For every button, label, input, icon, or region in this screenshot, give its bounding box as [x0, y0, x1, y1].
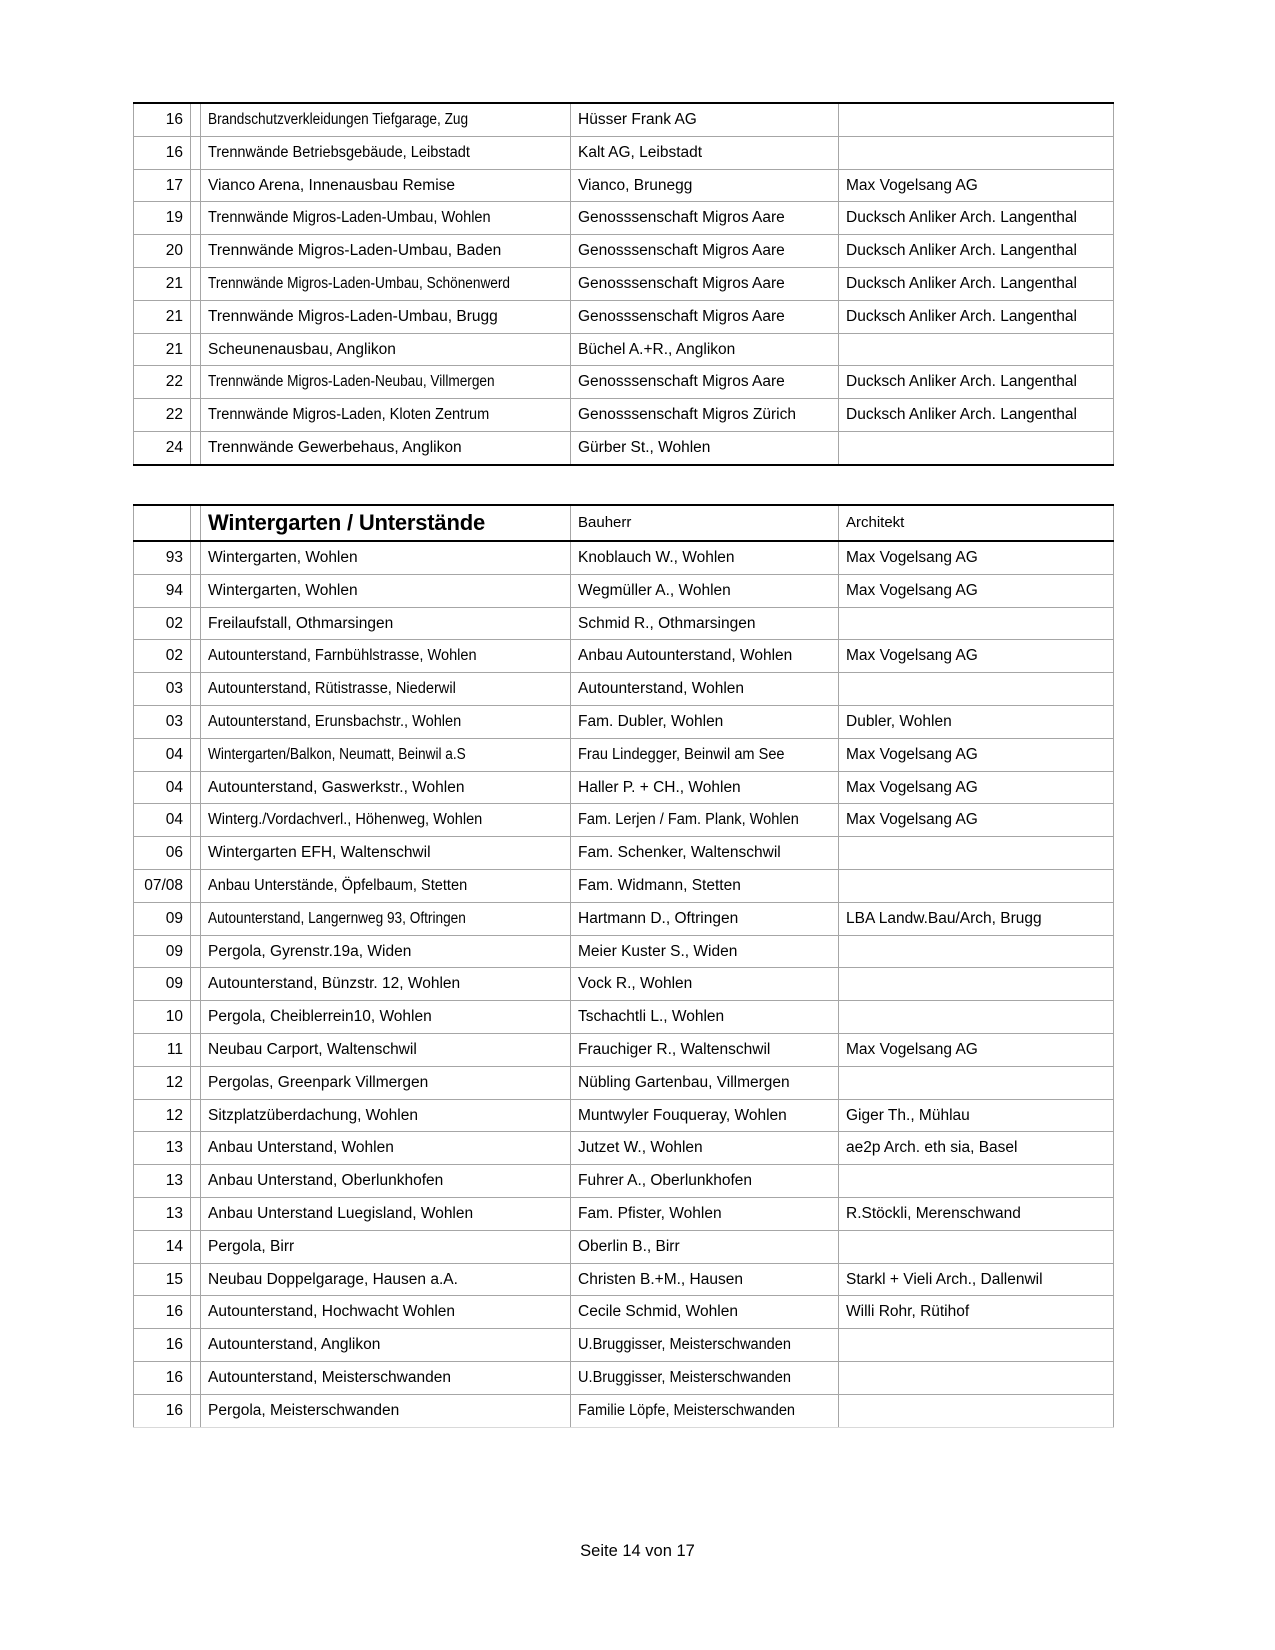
cell-year: 16 — [134, 1394, 191, 1427]
cell-description: Trennwände Migros-Laden-Umbau, Schönenwerd — [201, 267, 571, 300]
table-row — [134, 1099, 1114, 1132]
cell-architekt: Ducksch Anliker Arch. Langenthal — [839, 235, 1114, 268]
cell-bauherr: Fam. Widmann, Stetten — [571, 869, 839, 902]
cell-architekt — [839, 1165, 1114, 1198]
cell-description: Brandschutzverkleidungen Tiefgarage, Zug — [201, 103, 571, 136]
cell-architekt — [839, 136, 1114, 169]
cell-description: Trennwände Migros-Laden, Kloten Zentrum — [201, 399, 571, 432]
cell-spacer — [191, 1394, 201, 1427]
cell-spacer — [191, 1001, 201, 1034]
table-row — [134, 431, 1114, 464]
cell-description: Autounterstand, Anglikon — [201, 1329, 571, 1362]
cell-bauherr: Vock R., Wohlen — [571, 968, 839, 1001]
cell-year: 06 — [134, 837, 191, 870]
cell-architekt: Willi Rohr, Rütihof — [839, 1296, 1114, 1329]
table-row — [134, 235, 1114, 268]
table-row — [134, 1033, 1114, 1066]
cell-architekt — [839, 431, 1114, 464]
cell-bauherr: Meier Kuster S., Widen — [571, 935, 839, 968]
table-row — [134, 1329, 1114, 1362]
cell-description: Trennwände Betriebsgebäude, Leibstadt — [201, 136, 571, 169]
cell-year: 09 — [134, 935, 191, 968]
cell-description: Freilaufstall, Othmarsingen — [201, 607, 571, 640]
cell-bauherr: Kalt AG, Leibstadt — [571, 136, 839, 169]
table-row — [134, 607, 1114, 640]
table-row — [134, 771, 1114, 804]
cell-year: 12 — [134, 1066, 191, 1099]
cell-year: 16 — [134, 1329, 191, 1362]
cell-spacer — [191, 705, 201, 738]
cell-description: Neubau Doppelgarage, Hausen a.A. — [201, 1263, 571, 1296]
cell-description: Trennwände Migros-Laden-Umbau, Baden — [201, 235, 571, 268]
cell-bauherr: Fam. Pfister, Wohlen — [571, 1197, 839, 1230]
cell-year: 03 — [134, 673, 191, 706]
cell-year: 21 — [134, 267, 191, 300]
cell-bauherr: Vianco, Brunegg — [571, 169, 839, 202]
cell-description: Autounterstand, Meisterschwanden — [201, 1361, 571, 1394]
cell-architekt: R.Stöckli, Merenschwand — [839, 1197, 1114, 1230]
cell-year: 09 — [134, 902, 191, 935]
cell-spacer — [191, 1361, 201, 1394]
cell-year: 22 — [134, 399, 191, 432]
table-row — [134, 169, 1114, 202]
cell-architekt: Max Vogelsang AG — [839, 640, 1114, 673]
cell-spacer — [191, 673, 201, 706]
cell-year: 20 — [134, 235, 191, 268]
table-row — [134, 103, 1114, 136]
cell-year: 15 — [134, 1263, 191, 1296]
table-row — [134, 1132, 1114, 1165]
cell-description: Autounterstand, Hochwacht Wohlen — [201, 1296, 571, 1329]
cell-bauherr: Gürber St., Wohlen — [571, 431, 839, 464]
cell-description: Pergolas, Greenpark Villmergen — [201, 1066, 571, 1099]
cell-architekt: Ducksch Anliker Arch. Langenthal — [839, 267, 1114, 300]
cell-architekt — [839, 1230, 1114, 1263]
table-row — [134, 1197, 1114, 1230]
cell-year: 03 — [134, 705, 191, 738]
table-row — [134, 574, 1114, 607]
cell-architekt — [839, 333, 1114, 366]
cell-description: Trennwände Migros-Laden-Umbau, Brugg — [201, 300, 571, 333]
table-row — [134, 300, 1114, 333]
cell-bauherr: Familie Löpfe, Meisterschwanden — [571, 1394, 839, 1427]
cell-architekt — [839, 968, 1114, 1001]
cell-architekt: Dubler, Wohlen — [839, 705, 1114, 738]
cell-spacer — [191, 738, 201, 771]
cell-architekt — [839, 103, 1114, 136]
table-row — [134, 366, 1114, 399]
cell-bauherr: Frauchiger R., Waltenschwil — [571, 1033, 839, 1066]
column-header-architekt: Architekt — [839, 505, 1114, 541]
cell-description: Autounterstand, Farnbühlstrasse, Wohlen — [201, 640, 571, 673]
cell-spacer — [191, 399, 201, 432]
cell-architekt — [839, 837, 1114, 870]
cell-description: Anbau Unterstand, Wohlen — [201, 1132, 571, 1165]
cell-description: Vianco Arena, Innenausbau Remise — [201, 169, 571, 202]
cell-bauherr: U.Bruggisser, Meisterschwanden — [571, 1329, 839, 1362]
cell-year: 11 — [134, 1033, 191, 1066]
table-row — [134, 804, 1114, 837]
cell-architekt: Max Vogelsang AG — [839, 804, 1114, 837]
cell-bauherr: Autounterstand, Wohlen — [571, 673, 839, 706]
section-title: Wintergarten / Unterstände — [201, 505, 571, 541]
cell-architekt: Max Vogelsang AG — [839, 541, 1114, 574]
cell-description: Wintergarten, Wohlen — [201, 574, 571, 607]
cell-year: 04 — [134, 804, 191, 837]
cell-bauherr: Frau Lindegger, Beinwil am See — [571, 738, 839, 771]
cell-description: Neubau Carport, Waltenschwil — [201, 1033, 571, 1066]
cell-year: 02 — [134, 640, 191, 673]
cell-year: 17 — [134, 169, 191, 202]
cell-architekt — [839, 1329, 1114, 1362]
cell-bauherr: Genosssenschaft Migros Zürich — [571, 399, 839, 432]
cell-bauherr: Genosssenschaft Migros Aare — [571, 235, 839, 268]
cell-bauherr: Fam. Schenker, Waltenschwil — [571, 837, 839, 870]
cell-description: Trennwände Gewerbehaus, Anglikon — [201, 431, 571, 464]
cell-year: 16 — [134, 103, 191, 136]
cell-spacer — [191, 366, 201, 399]
reference-list-table-continued — [133, 102, 1114, 466]
cell-year: 07/08 — [134, 869, 191, 902]
cell-bauherr: Nübling Gartenbau, Villmergen — [571, 1066, 839, 1099]
cell-spacer — [191, 1329, 201, 1362]
cell-description: Autounterstand, Bünzstr. 12, Wohlen — [201, 968, 571, 1001]
table-row — [134, 1361, 1114, 1394]
table-row — [134, 837, 1114, 870]
table-row — [134, 1394, 1114, 1427]
table-row — [134, 738, 1114, 771]
cell-bauherr: Hüsser Frank AG — [571, 103, 839, 136]
cell-architekt: Ducksch Anliker Arch. Langenthal — [839, 202, 1114, 235]
table-row — [134, 1296, 1114, 1329]
cell-architekt — [839, 869, 1114, 902]
cell-year: 24 — [134, 431, 191, 464]
cell-description: Autounterstand, Gaswerkstr., Wohlen — [201, 771, 571, 804]
cell-spacer — [191, 1296, 201, 1329]
cell-description: Sitzplatzüberdachung, Wohlen — [201, 1099, 571, 1132]
cell-architekt: LBA Landw.Bau/Arch, Brugg — [839, 902, 1114, 935]
cell-bauherr: Genosssenschaft Migros Aare — [571, 366, 839, 399]
cell-description: Pergola, Gyrenstr.19a, Widen — [201, 935, 571, 968]
table-row — [134, 1066, 1114, 1099]
cell-spacer — [191, 169, 201, 202]
cell-architekt — [839, 1394, 1114, 1427]
reference-list-table-wintergarten — [133, 504, 1114, 1428]
cell-bauherr: Büchel A.+R., Anglikon — [571, 333, 839, 366]
cell-description: Pergola, Birr — [201, 1230, 571, 1263]
cell-architekt — [839, 607, 1114, 640]
cell-year: 13 — [134, 1132, 191, 1165]
page-footer: Seite 14 von 17 — [580, 1542, 695, 1560]
cell-architekt — [839, 1066, 1114, 1099]
cell-architekt: Max Vogelsang AG — [839, 738, 1114, 771]
cell-bauherr: Knoblauch W., Wohlen — [571, 541, 839, 574]
cell-spacer — [191, 902, 201, 935]
cell-year: 04 — [134, 738, 191, 771]
cell-spacer — [191, 541, 201, 574]
cell-spacer — [191, 1066, 201, 1099]
cell-spacer — [191, 333, 201, 366]
cell-year: 19 — [134, 202, 191, 235]
cell-architekt — [839, 935, 1114, 968]
cell-architekt — [839, 673, 1114, 706]
cell-year: 10 — [134, 1001, 191, 1034]
cell-spacer — [191, 1197, 201, 1230]
cell-architekt — [839, 1001, 1114, 1034]
cell-architekt: Starkl + Vieli Arch., Dallenwil — [839, 1263, 1114, 1296]
table-row — [134, 640, 1114, 673]
cell-description: Wintergarten/Balkon, Neumatt, Beinwil a.S — [201, 738, 571, 771]
cell-description: Pergola, Cheiblerrein10, Wohlen — [201, 1001, 571, 1034]
cell-year: 14 — [134, 1230, 191, 1263]
cell-spacer — [191, 640, 201, 673]
cell-spacer — [191, 935, 201, 968]
cell-description: Trennwände Migros-Laden-Neubau, Villmergen — [201, 366, 571, 399]
cell-bauherr: U.Bruggisser, Meisterschwanden — [571, 1361, 839, 1394]
cell-architekt: Ducksch Anliker Arch. Langenthal — [839, 399, 1114, 432]
cell-bauherr: Fam. Lerjen / Fam. Plank, Wohlen — [571, 804, 839, 837]
table-row — [134, 869, 1114, 902]
cell-spacer — [191, 431, 201, 464]
cell-bauherr: Anbau Autounterstand, Wohlen — [571, 640, 839, 673]
cell-year: 16 — [134, 1361, 191, 1394]
cell-spacer — [191, 1132, 201, 1165]
cell-year: 21 — [134, 300, 191, 333]
cell-description: Anbau Unterstände, Öpfelbaum, Stetten — [201, 869, 571, 902]
cell-architekt: Ducksch Anliker Arch. Langenthal — [839, 300, 1114, 333]
cell-bauherr: Jutzet W., Wohlen — [571, 1132, 839, 1165]
cell-bauherr: Cecile Schmid, Wohlen — [571, 1296, 839, 1329]
cell-spacer — [191, 1033, 201, 1066]
column-header-bauherr: Bauherr — [571, 505, 839, 541]
cell-description: Wintergarten EFH, Waltenschwil — [201, 837, 571, 870]
table-row — [134, 1001, 1114, 1034]
table-row — [134, 136, 1114, 169]
cell-year: 02 — [134, 607, 191, 640]
cell-description: Autounterstand, Erunsbachstr., Wohlen — [201, 705, 571, 738]
cell-description: Wintergarten, Wohlen — [201, 541, 571, 574]
cell-bauherr: Wegmüller A., Wohlen — [571, 574, 839, 607]
cell-spacer — [191, 1263, 201, 1296]
cell-description: Autounterstand, Langernweg 93, Oftringen — [201, 902, 571, 935]
cell-description: Trennwände Migros-Laden-Umbau, Wohlen — [201, 202, 571, 235]
cell-bauherr: Christen B.+M., Hausen — [571, 1263, 839, 1296]
cell-year: 16 — [134, 1296, 191, 1329]
cell-spacer — [191, 1165, 201, 1198]
cell-year: 12 — [134, 1099, 191, 1132]
cell-bauherr: Schmid R., Othmarsingen — [571, 607, 839, 640]
cell-spacer — [191, 607, 201, 640]
cell-spacer — [191, 1230, 201, 1263]
cell-bauherr: Oberlin B., Birr — [571, 1230, 839, 1263]
table-row — [134, 968, 1114, 1001]
header-cell-year — [134, 505, 191, 541]
table-row — [134, 1263, 1114, 1296]
cell-year: 94 — [134, 574, 191, 607]
table-row — [134, 267, 1114, 300]
table-row — [134, 202, 1114, 235]
cell-year: 16 — [134, 136, 191, 169]
cell-bauherr: Hartmann D., Oftringen — [571, 902, 839, 935]
cell-description: Autounterstand, Rütistrasse, Niederwil — [201, 673, 571, 706]
cell-architekt: Ducksch Anliker Arch. Langenthal — [839, 366, 1114, 399]
cell-description: Anbau Unterstand, Oberlunkhofen — [201, 1165, 571, 1198]
cell-description: Scheunenausbau, Anglikon — [201, 333, 571, 366]
cell-spacer — [191, 1099, 201, 1132]
cell-year: 13 — [134, 1165, 191, 1198]
table-row — [134, 333, 1114, 366]
cell-spacer — [191, 103, 201, 136]
cell-architekt: Max Vogelsang AG — [839, 771, 1114, 804]
table-row — [134, 935, 1114, 968]
table-row — [134, 673, 1114, 706]
cell-architekt: Max Vogelsang AG — [839, 574, 1114, 607]
cell-spacer — [191, 837, 201, 870]
cell-bauherr: Genosssenschaft Migros Aare — [571, 300, 839, 333]
table-row — [134, 541, 1114, 574]
cell-year: 13 — [134, 1197, 191, 1230]
cell-spacer — [191, 771, 201, 804]
cell-spacer — [191, 804, 201, 837]
cell-bauherr: Haller P. + CH., Wohlen — [571, 771, 839, 804]
table-row — [134, 399, 1114, 432]
cell-spacer — [191, 136, 201, 169]
cell-spacer — [191, 267, 201, 300]
cell-architekt: Max Vogelsang AG — [839, 169, 1114, 202]
cell-spacer — [191, 869, 201, 902]
cell-bauherr: Fuhrer A., Oberlunkhofen — [571, 1165, 839, 1198]
cell-spacer — [191, 235, 201, 268]
header-cell-spacer — [191, 505, 201, 541]
cell-year: 22 — [134, 366, 191, 399]
cell-architekt — [839, 1361, 1114, 1394]
cell-year: 21 — [134, 333, 191, 366]
cell-bauherr: Genosssenschaft Migros Aare — [571, 202, 839, 235]
cell-bauherr: Muntwyler Fouqueray, Wohlen — [571, 1099, 839, 1132]
table-row — [134, 705, 1114, 738]
cell-architekt: Max Vogelsang AG — [839, 1033, 1114, 1066]
cell-year: 09 — [134, 968, 191, 1001]
table-header-row — [134, 505, 1114, 541]
cell-bauherr: Fam. Dubler, Wohlen — [571, 705, 839, 738]
cell-architekt: Giger Th., Mühlau — [839, 1099, 1114, 1132]
cell-spacer — [191, 574, 201, 607]
cell-architekt: ae2p Arch. eth sia, Basel — [839, 1132, 1114, 1165]
cell-spacer — [191, 300, 201, 333]
cell-description: Pergola, Meisterschwanden — [201, 1394, 571, 1427]
cell-year: 04 — [134, 771, 191, 804]
cell-spacer — [191, 202, 201, 235]
cell-bauherr: Tschachtli L., Wohlen — [571, 1001, 839, 1034]
cell-bauherr: Genosssenschaft Migros Aare — [571, 267, 839, 300]
table-row — [134, 902, 1114, 935]
cell-spacer — [191, 968, 201, 1001]
cell-description: Winterg./Vordachverl., Höhenweg, Wohlen — [201, 804, 571, 837]
cell-description: Anbau Unterstand Luegisland, Wohlen — [201, 1197, 571, 1230]
table-row — [134, 1230, 1114, 1263]
cell-year: 93 — [134, 541, 191, 574]
table-row — [134, 1165, 1114, 1198]
